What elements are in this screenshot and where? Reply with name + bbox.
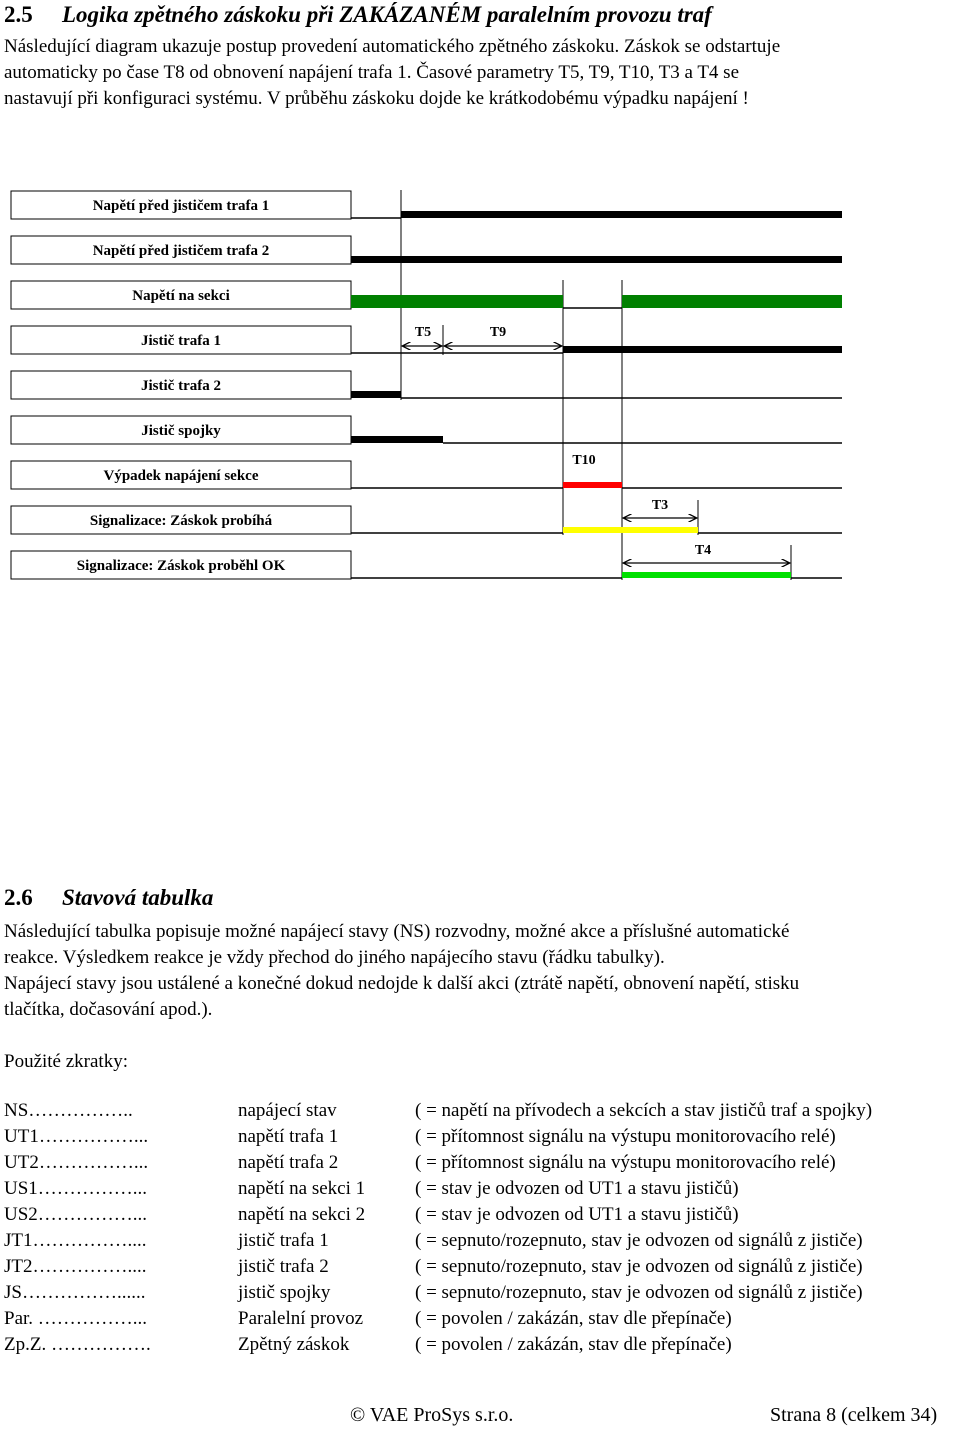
abbr-code: JT1…………….... bbox=[4, 1230, 147, 1251]
signal-high bbox=[351, 436, 443, 443]
section-heading-2-5 bbox=[4, 2, 712, 28]
signal-ok bbox=[622, 572, 791, 578]
abbr-code: JT2…………….... bbox=[4, 1256, 147, 1277]
paragraph-line: Napájecí stavy jsou ustálené a konečné dokud nedojde k další akci (ztrátě napětí, obnovení napětí, stisku bbox=[4, 973, 800, 994]
abbr-name: napětí trafa 2 bbox=[238, 1152, 339, 1173]
row-label: Výpadek napájení sekce bbox=[103, 468, 259, 484]
signal-running bbox=[563, 527, 698, 533]
row-label: Napětí na sekci bbox=[132, 288, 230, 304]
signal-high bbox=[351, 391, 401, 398]
intro-line: automaticky po čase T8 od obnovení napájení trafa 1. Časové parametry T5, T9, T10, T3 a T4 se bbox=[4, 62, 740, 83]
abbr-desc: ( = sepnuto/rozepnuto, stav je odvozen od signálů z jističe) bbox=[415, 1230, 863, 1251]
paragraph-line: Následující tabulka popisuje možné napájecí stavy (NS) rozvodny, možné akce a příslušné automatické bbox=[4, 921, 790, 942]
abbr-name: Zpětný záskok bbox=[238, 1334, 350, 1355]
signal-section-on bbox=[351, 295, 563, 308]
row-label: Jistič trafa 2 bbox=[141, 378, 221, 394]
row-label: Jistič trafa 1 bbox=[141, 333, 221, 349]
abbr-name: napětí na sekci 2 bbox=[238, 1204, 366, 1225]
signal-section-on bbox=[622, 295, 842, 308]
row-label: Signalizace: Záskok proběhl OK bbox=[76, 558, 286, 574]
intro-line: Následující diagram ukazuje postup provedení automatického zpětného záskoku. Záskok se odstartuje bbox=[4, 36, 781, 57]
abbreviations-heading: Použité zkratky: bbox=[4, 1051, 128, 1072]
row-labels bbox=[11, 191, 351, 579]
abbr-desc: ( = stav je odvozen od UT1 a stavu jističů) bbox=[415, 1178, 739, 1199]
abbr-code: JS……………...... bbox=[4, 1282, 146, 1303]
abbr-name: Paralelní provoz bbox=[238, 1308, 364, 1329]
abbr-code: NS…………….. bbox=[4, 1100, 133, 1121]
abbr-code: US1……………... bbox=[4, 1178, 148, 1199]
timer-label-t4: T4 bbox=[694, 543, 712, 558]
paragraph-line: reakce. Výsledkem reakce je vždy přechod do jiného napájecího stavu (řádku tabulky). bbox=[4, 947, 665, 968]
abbr-name: jistič trafa 2 bbox=[238, 1256, 329, 1277]
abbr-name: napětí na sekci 1 bbox=[238, 1178, 366, 1199]
footer-page-number: Strana 8 (celkem 34) bbox=[770, 1404, 938, 1426]
abbr-name: napájecí stav bbox=[238, 1100, 337, 1121]
abbr-desc: ( = povolen / zakázán, stav dle přepínače) bbox=[415, 1308, 732, 1329]
timer-label-t9: T9 bbox=[489, 325, 507, 340]
footer-company: © VAE ProSys s.r.o. bbox=[350, 1404, 514, 1426]
abbr-desc: ( = přítomnost signálu na výstupu monitorovacího relé) bbox=[415, 1152, 836, 1173]
time-markers bbox=[401, 190, 791, 580]
timer-label-t5: T5 bbox=[414, 325, 432, 340]
abbr-code: Par. ……………... bbox=[4, 1308, 148, 1329]
signal-high bbox=[563, 346, 842, 353]
abbr-desc: ( = stav je odvozen od UT1 a stavu jističů) bbox=[415, 1204, 739, 1225]
abbr-desc: ( = sepnuto/rozepnuto, stav je odvozen od signálů z jističe) bbox=[415, 1256, 863, 1277]
abbr-desc: ( = povolen / zakázán, stav dle přepínače) bbox=[415, 1334, 732, 1355]
row-label: Jistič spojky bbox=[141, 423, 221, 439]
signal-high bbox=[351, 256, 842, 263]
abbr-desc: ( = napětí na přívodech a sekcích a stav jističů traf a spojky) bbox=[415, 1100, 873, 1121]
signal-traces bbox=[351, 211, 842, 578]
timer-label-t10: T10 bbox=[572, 453, 596, 468]
row-label: Napětí před jističem trafa 2 bbox=[92, 243, 270, 259]
abbr-code: US2……………... bbox=[4, 1204, 148, 1225]
intro-paragraph bbox=[4, 34, 954, 112]
abbr-desc: ( = sepnuto/rozepnuto, stav je odvozen od signálů z jističe) bbox=[415, 1282, 863, 1303]
abbr-name: jistič trafa 1 bbox=[238, 1230, 329, 1251]
timing-diagram bbox=[0, 180, 960, 590]
signal-outage bbox=[563, 482, 622, 488]
paragraph-line: tlačítka, dočasování apod.). bbox=[4, 999, 213, 1020]
section-number: 2.5 bbox=[4, 2, 33, 27]
abbr-name: jistič spojky bbox=[238, 1282, 331, 1303]
signal-high bbox=[401, 211, 842, 218]
timer-label-t3: T3 bbox=[651, 498, 669, 513]
intro-line: nastavují při konfiguraci systému. V průběhu záskoku dojde ke krátkodobému výpadku napájení ! bbox=[4, 88, 749, 109]
section-number: 2.6 bbox=[4, 885, 33, 910]
abbr-code: Zp.Z. ……………. bbox=[4, 1334, 151, 1355]
abbr-name: napětí trafa 1 bbox=[238, 1126, 339, 1147]
abbr-code: UT1……………... bbox=[4, 1126, 149, 1147]
section-heading-2-6 bbox=[4, 885, 213, 911]
row-label: Napětí před jističem trafa 1 bbox=[92, 198, 270, 214]
abbr-code: UT2……………... bbox=[4, 1152, 149, 1173]
section-title: Logika zpětného záskoku při ZAKÁZANÉM paralelním provozu traf bbox=[62, 2, 712, 27]
state-table-paragraph bbox=[4, 919, 954, 1023]
abbr-desc: ( = přítomnost signálu na výstupu monitorovacího relé) bbox=[415, 1126, 836, 1147]
row-label: Signalizace: Záskok probíhá bbox=[89, 513, 273, 529]
section-title: Stavová tabulka bbox=[62, 885, 214, 910]
